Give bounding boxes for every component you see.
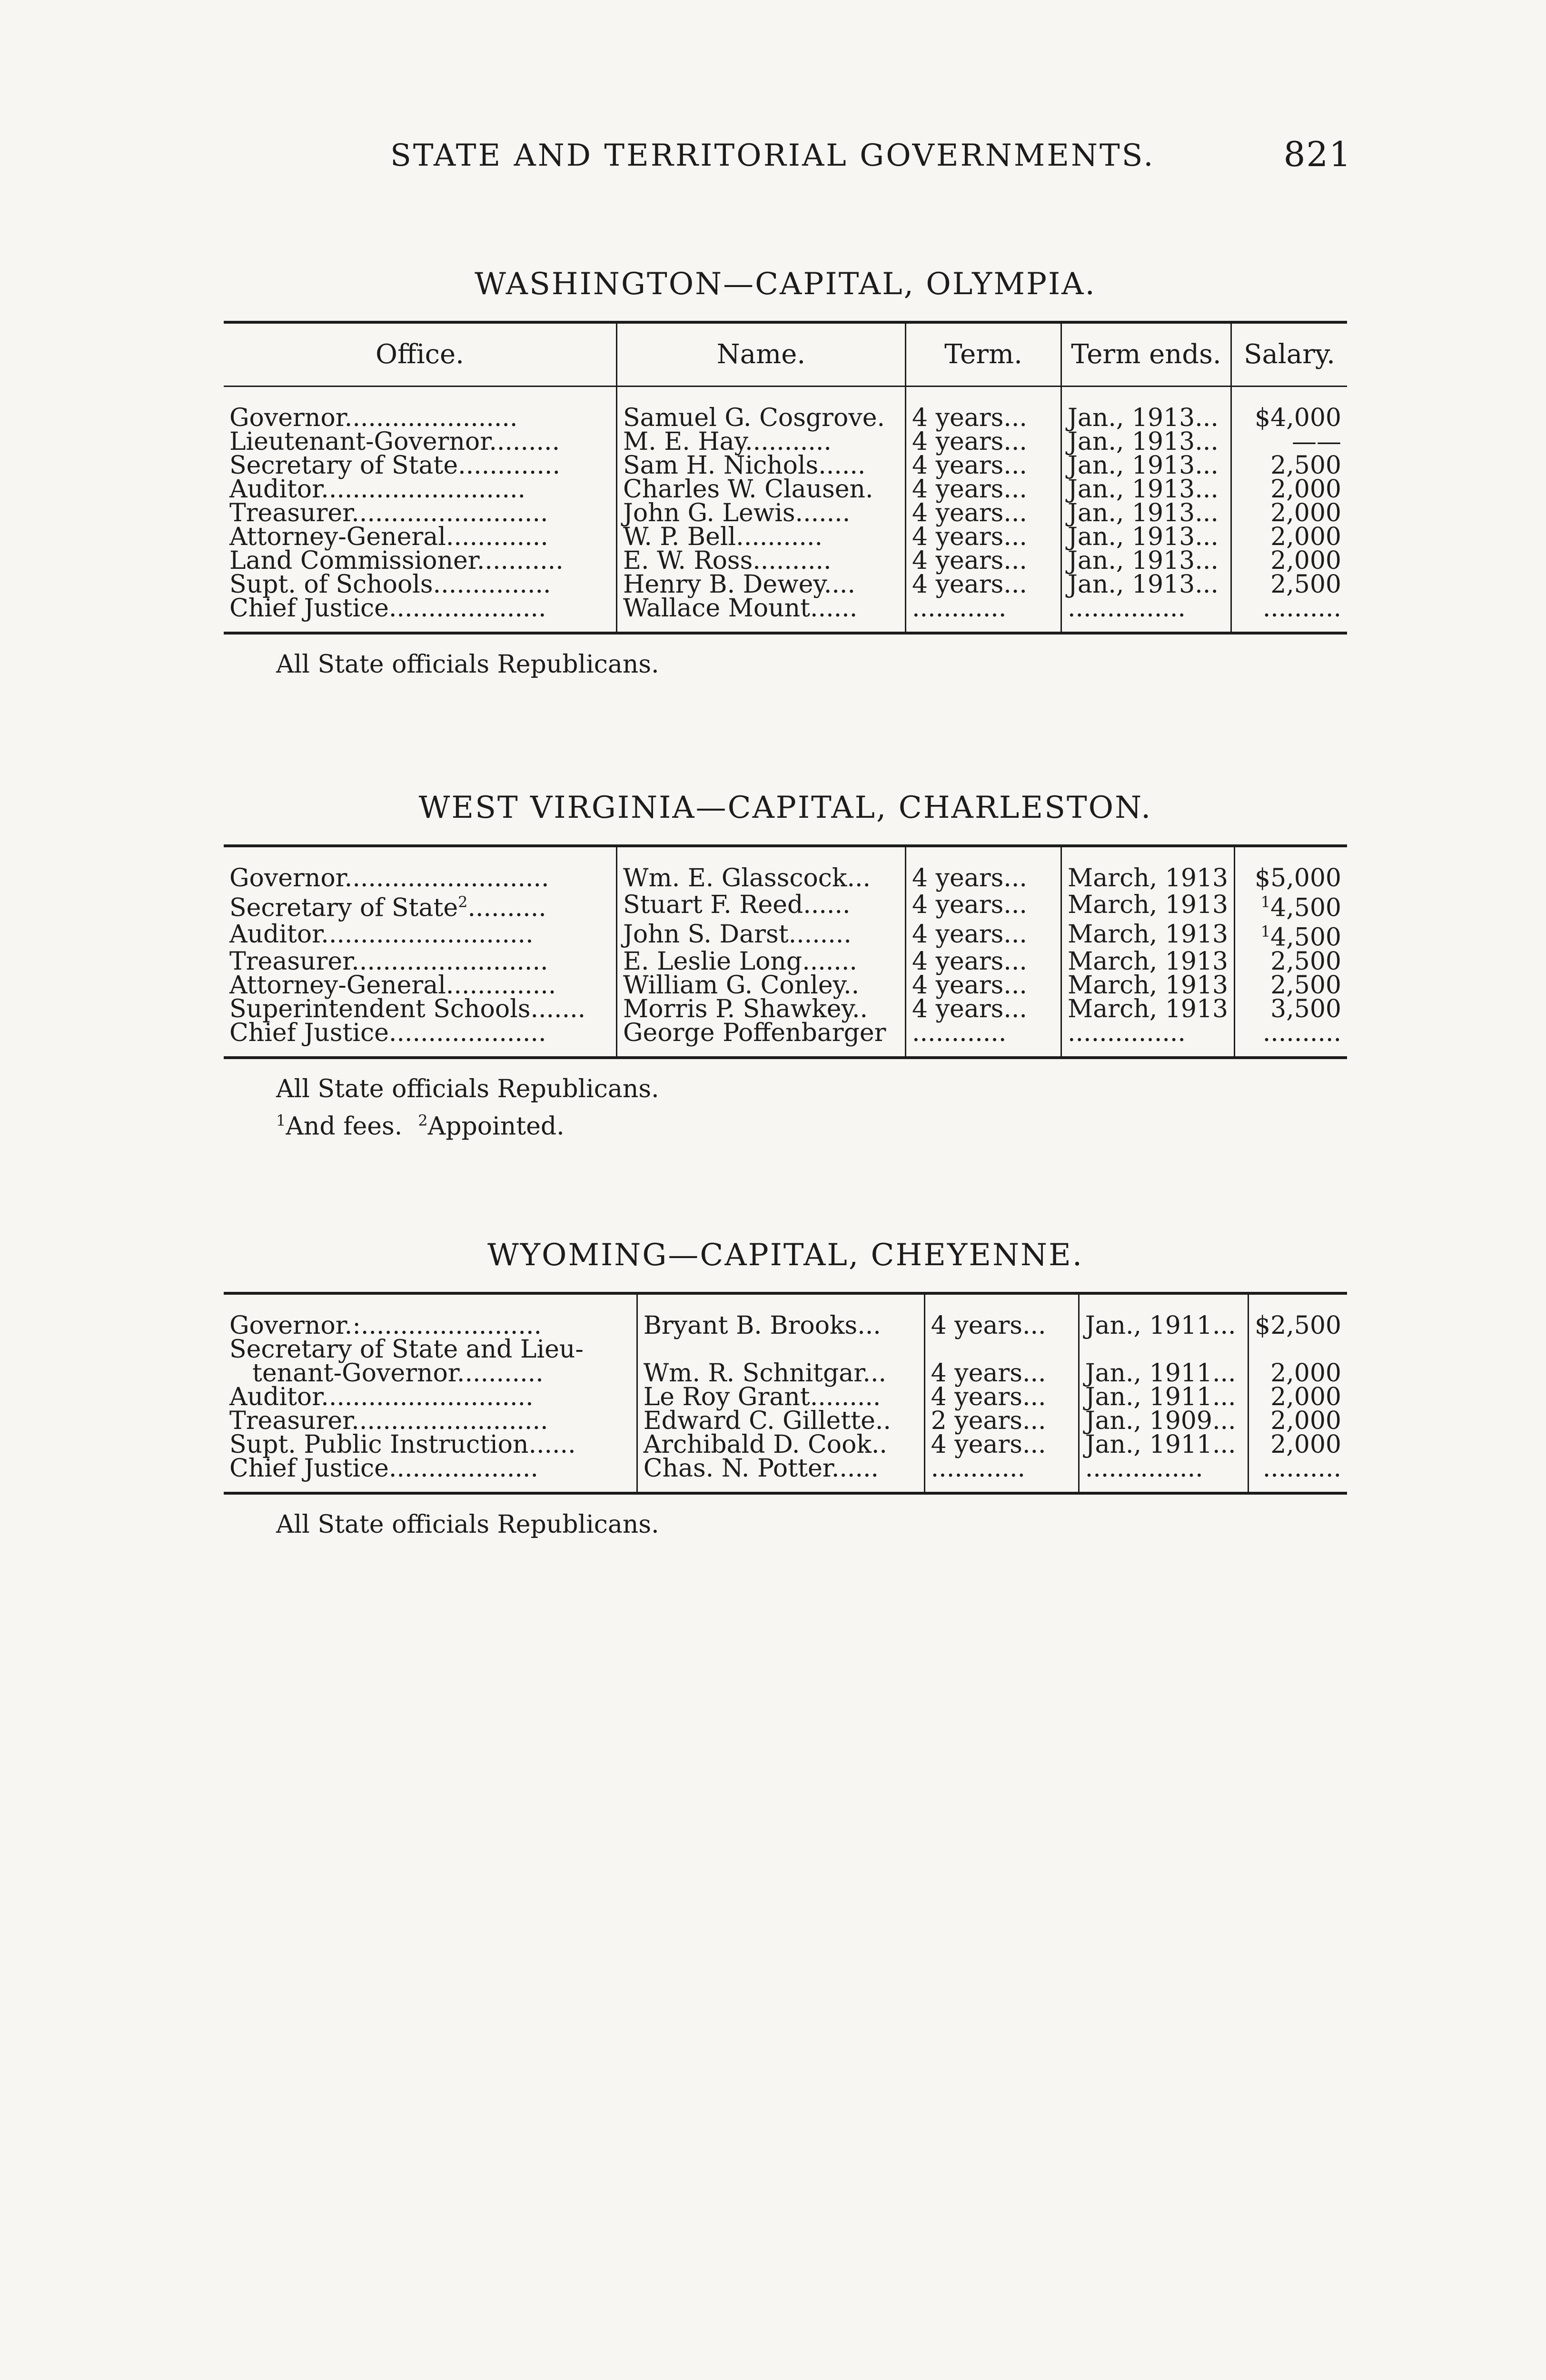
term-cell: 4 years... (906, 454, 1061, 477)
page-number: 821 (1283, 134, 1352, 174)
footnote-mark: 1 (1260, 922, 1271, 941)
name-cell: Wm. R. Schnitgar... (637, 1361, 924, 1385)
footnote-1: And fees. (286, 1111, 403, 1140)
name-cell: Edward C. Gillette.. (637, 1409, 924, 1433)
term-ends-cell: March, 1913 (1061, 950, 1235, 973)
name-cell: E. Leslie Long....... (617, 950, 906, 973)
term-ends-cell: March, 1913 (1061, 973, 1235, 997)
name-cell: W. P. Bell........... (617, 525, 906, 549)
name-cell: George Poffenbarger (617, 1021, 906, 1058)
table-row (224, 1021, 1347, 1058)
name-cell: Chas. N. Potter...... (637, 1457, 924, 1493)
washington-table (224, 321, 1347, 635)
term-cell: 4 years... (906, 950, 1061, 973)
term-cell: 4 years... (906, 387, 1061, 430)
office-cell: Auditor........................... (229, 1383, 534, 1411)
term-cell: ............ (906, 596, 1061, 633)
salary-cell (1235, 890, 1347, 920)
salary-cell: .......... (1249, 1457, 1347, 1493)
office-cell: Treasurer......................... (229, 499, 548, 527)
table-row (224, 549, 1347, 573)
name-cell: Charles W. Clausen. (617, 477, 906, 501)
footnote-mark: 2 (418, 1111, 428, 1130)
west-virginia-notes (276, 1073, 1347, 1142)
name-cell: Sam H. Nichols...... (617, 454, 906, 477)
term-ends-cell: Jan., 1913... (1061, 573, 1231, 596)
name-cell: Wallace Mount...... (617, 596, 906, 633)
name-cell: Morris P. Shawkey.. (617, 997, 906, 1021)
salary-cell: $2,500 (1249, 1293, 1347, 1338)
term-cell: 2 years... (924, 1409, 1079, 1433)
office-cell: Supt. of Schools............... (229, 570, 551, 599)
salary-cell: .......... (1235, 1021, 1347, 1058)
office-cell: Lieutenant-Governor......... (229, 427, 560, 456)
term-ends-cell: Jan., 1911... (1079, 1433, 1248, 1457)
office-cell: Governor.:....................... (229, 1311, 542, 1340)
office-cell: Secretary of State............. (229, 451, 560, 480)
term-cell: 4 years... (924, 1385, 1079, 1409)
salary-cell (1249, 1338, 1347, 1361)
office-cell: Chief Justice................... (229, 1454, 538, 1483)
salary-cell: 2,000 (1249, 1433, 1347, 1457)
salary-cell: $4,000 (1231, 387, 1348, 430)
term-ends-cell: Jan., 1913... (1061, 525, 1231, 549)
term-cell: 4 years... (924, 1433, 1079, 1457)
wyoming-table (224, 1292, 1347, 1495)
footnote-mark: 2 (458, 893, 468, 911)
term-ends-cell: Jan., 1911... (1079, 1361, 1248, 1385)
term-cell (924, 1338, 1079, 1361)
table-row (224, 890, 1347, 920)
term-ends-cell: Jan., 1913... (1061, 501, 1231, 525)
term-cell: 4 years... (906, 846, 1061, 890)
party-note: All State officials Republicans. (276, 1074, 659, 1103)
salary-cell: —— (1231, 430, 1348, 454)
term-cell: 4 years... (924, 1361, 1079, 1385)
washington-note: All State officials Republicans. (276, 650, 659, 679)
term-cell: 4 years... (906, 573, 1061, 596)
office-cell: Auditor.......................... (229, 475, 526, 504)
footnote-2: Appointed. (427, 1111, 565, 1140)
salary-cell: 2,000 (1249, 1385, 1347, 1409)
term-cell: 4 years... (906, 890, 1061, 920)
salary-cell: $5,000 (1235, 846, 1347, 890)
col-office: Office. (224, 322, 617, 387)
term-ends-cell: Jan., 1913... (1061, 454, 1231, 477)
salary-cell: 2,500 (1235, 973, 1347, 997)
table-row (224, 454, 1347, 477)
name-cell: Wm. E. Glasscock... (617, 846, 906, 890)
table-row (224, 477, 1347, 501)
name-cell: Samuel G. Cosgrove. (617, 387, 906, 430)
term-ends-cell: Jan., 1909... (1079, 1409, 1248, 1433)
wyoming-title: WYOMING—CAPITAL, CHEYENNE. (487, 1238, 1084, 1273)
col-term: Term. (906, 322, 1061, 387)
term-ends-cell: Jan., 1913... (1061, 477, 1231, 501)
col-name: Name. (617, 322, 906, 387)
running-title: STATE AND TERRITORIAL GOVERNMENTS. (390, 138, 1155, 173)
term-ends-cell: ............... (1061, 1021, 1235, 1058)
table-row (224, 1385, 1347, 1409)
term-ends-cell: Jan., 1913... (1061, 387, 1231, 430)
table-row (224, 1409, 1347, 1433)
wyoming-section (224, 1238, 1347, 1540)
office-cell: Auditor........................... (229, 920, 534, 949)
term-ends-cell: Jan., 1913... (1061, 430, 1231, 454)
term-ends-cell: Jan., 1913... (1061, 549, 1231, 573)
term-ends-cell: Jan., 1911... (1079, 1293, 1248, 1338)
salary-cell: 2,000 (1249, 1361, 1347, 1385)
office-cell: Land Commissioner........... (229, 546, 564, 575)
washington-section (224, 267, 1347, 680)
salary-cell: 2,000 (1231, 549, 1348, 573)
table-row (224, 501, 1347, 525)
footnote-mark: 1 (276, 1111, 286, 1130)
term-ends-cell: Jan., 1911... (1079, 1385, 1248, 1409)
washington-title: WASHINGTON—CAPITAL, OLYMPIA. (475, 267, 1096, 302)
term-ends-cell (1079, 1338, 1248, 1361)
name-cell: Le Roy Grant......... (637, 1385, 924, 1409)
name-cell: M. E. Hay........... (617, 430, 906, 454)
term-cell: 4 years... (924, 1293, 1079, 1338)
office-cell: Chief Justice.................... (229, 1018, 546, 1047)
name-cell: E. W. Ross.......... (617, 549, 906, 573)
office-cell: Attorney-General............. (229, 523, 548, 551)
office-text: Secretary of State (229, 893, 458, 922)
table-row (224, 973, 1347, 997)
office-cell: Treasurer......................... (229, 947, 548, 976)
office-cell: Attorney-General.............. (229, 971, 556, 1000)
table-row (224, 997, 1347, 1021)
col-salary: Salary. (1231, 322, 1348, 387)
table-row (224, 1457, 1347, 1493)
term-cell: 4 years... (906, 973, 1061, 997)
office-leader: .......... (467, 893, 546, 922)
salary-cell (1235, 920, 1347, 952)
salary-cell: 2,000 (1249, 1409, 1347, 1433)
salary-cell: 2,500 (1231, 573, 1348, 596)
office-cell: Treasurer......................... (229, 1407, 548, 1435)
salary-cell: 2,500 (1235, 950, 1347, 973)
salary-cell: 2,500 (1231, 454, 1348, 477)
table-row (224, 1338, 1347, 1361)
term-cell: ............ (906, 1021, 1061, 1058)
term-cell: 4 years... (906, 920, 1061, 949)
col-term-ends: Term ends. (1061, 322, 1231, 387)
term-ends-cell: March, 1913 (1061, 920, 1235, 949)
salary-value: 4,500 (1270, 923, 1341, 952)
office-cell: Supt. Public Instruction...... (229, 1430, 576, 1459)
table-row (224, 525, 1347, 549)
table-row (224, 846, 1347, 890)
table-row (224, 1293, 1347, 1338)
salary-value: 4,500 (1270, 893, 1341, 922)
wyoming-note: All State officials Republicans. (276, 1510, 659, 1539)
west-virginia-section (224, 790, 1347, 1142)
name-cell: Bryant B. Brooks... (637, 1293, 924, 1338)
office-cell: Superintendent Schools....... (229, 994, 586, 1023)
table-header-row (224, 322, 1347, 387)
table-row (224, 920, 1347, 949)
term-cell: 4 years... (906, 997, 1061, 1021)
term-cell: 4 years... (906, 430, 1061, 454)
table-row (224, 430, 1347, 454)
term-ends-cell: March, 1913 (1061, 890, 1235, 920)
salary-cell: 2,000 (1231, 477, 1348, 501)
term-cell: 4 years... (906, 525, 1061, 549)
table-row (224, 1433, 1347, 1457)
term-ends-cell: March, 1913 (1061, 846, 1235, 890)
table-row (224, 596, 1347, 633)
term-cell: 4 years... (906, 501, 1061, 525)
table-row (224, 387, 1347, 430)
west-virginia-title: WEST VIRGINIA—CAPITAL, CHARLESTON. (418, 790, 1152, 825)
name-cell (637, 1338, 924, 1361)
name-cell: Archibald D. Cook.. (637, 1433, 924, 1457)
office-cell: Secretary of State and Lieu- (229, 1335, 584, 1364)
name-cell: John G. Lewis....... (617, 501, 906, 525)
west-virginia-table (224, 844, 1347, 1059)
table-row (224, 573, 1347, 596)
term-cell: ............ (924, 1457, 1079, 1493)
footnote-mark: 1 (1260, 893, 1271, 911)
salary-cell: 2,000 (1231, 501, 1348, 525)
footnotes (276, 1105, 1347, 1142)
name-cell: William G. Conley.. (617, 973, 906, 997)
name-cell: Henry B. Dewey.... (617, 573, 906, 596)
term-ends-cell: March, 1913 (1061, 997, 1235, 1021)
table-row (224, 1361, 1347, 1385)
table-row (224, 950, 1347, 973)
name-cell: John S. Darst........ (617, 920, 906, 949)
term-ends-cell: ............... (1061, 596, 1231, 633)
office-cell: Governor.......................... (229, 864, 549, 892)
salary-cell: 2,000 (1231, 525, 1348, 549)
office-cell (224, 890, 617, 920)
term-cell: 4 years... (906, 477, 1061, 501)
term-cell: 4 years... (906, 549, 1061, 573)
name-cell: Stuart F. Reed...... (617, 890, 906, 920)
salary-cell: .......... (1231, 596, 1348, 633)
office-cell: Governor...................... (229, 404, 518, 432)
term-ends-cell: ............... (1079, 1457, 1248, 1493)
office-cell: tenant-Governor........... (252, 1359, 544, 1388)
salary-cell: 3,500 (1235, 997, 1347, 1021)
office-cell: Chief Justice.................... (229, 594, 546, 623)
